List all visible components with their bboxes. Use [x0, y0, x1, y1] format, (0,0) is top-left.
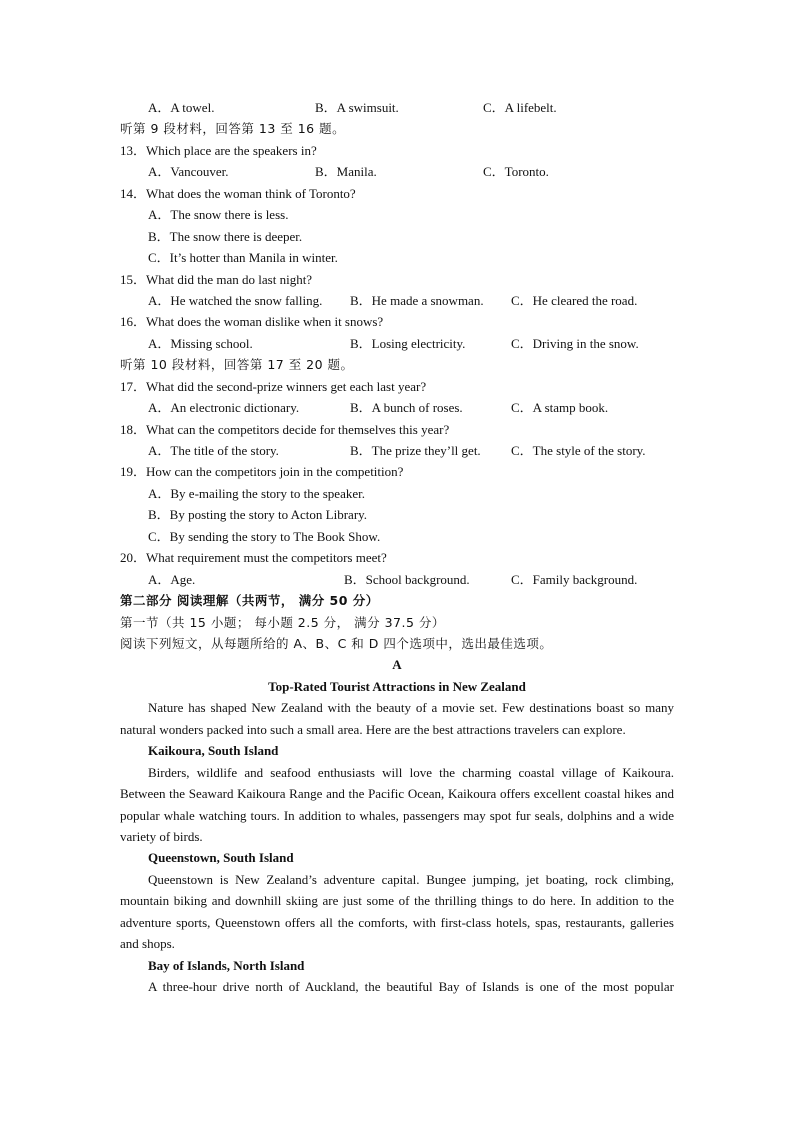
section-text-queenstown: Queenstown is New Zealand’s adventure capital. Bungee jumping, jet boating, rock climbing, mountain biking and downhill skiing are just some of the thrilling things to do here. In addition to the adventure sports, Queenstown offers all the comforts, with first-class hotels, spas, restaurants, galleries and shops.: [120, 871, 674, 952]
q14-option-a: A．The snow there is less.: [148, 207, 289, 223]
q18-options: [120, 440, 674, 461]
section-heading-kaikoura: Kaikoura, South Island: [148, 743, 279, 759]
q17-option-a: A．An electronic dictionary.: [148, 400, 300, 416]
section-text-kaikoura: Birders, wildlife and seafood enthusiasts will love the charming coastal village of Kaikoura. Between the Seaward Kaikoura Range and the Pacific Ocean, Kaikoura offers excellent coastal hikes and popular whale watching tours. In addition to whales, passengers may spot fur seals, dolphins and a wide variety of birds.: [120, 764, 674, 844]
q12-option-b: B．A swimsuit.: [315, 100, 399, 115]
exam-page: [120, 97, 674, 998]
q20-option-b: B．School background.: [344, 571, 470, 587]
q19-option-b: B．By posting the story to Acton Library.: [148, 507, 368, 523]
section-text-bay-of-islands: A three-hour drive north of Auckland, the beautiful Bay of Islands is one of the most popular: [148, 979, 674, 995]
q15-option-c: C．He cleared the road.: [511, 292, 638, 308]
reading-instruction: 阅读下列短文，从每题所给的 A、B、C 和 D 四个选项中，选出最佳选项。: [120, 635, 553, 651]
section-9-instruction: 听第 9 段材料，回答第 13 至 16 题。: [120, 121, 346, 137]
q19-option-c: C．By sending the story to The Book Show.: [148, 528, 381, 544]
q15-option-b: B．He made a snowman.: [350, 292, 484, 308]
part-2-heading: 第二部分 阅读理解（共两节， 满分 50 分）: [120, 593, 379, 609]
q14-option-b: B．The snow there is deeper.: [148, 228, 303, 244]
q12-option-a: A．A towel.: [148, 100, 215, 115]
q12-option-c: C．A lifebelt.: [483, 100, 557, 115]
q16-option-a: A．Missing school.: [148, 335, 253, 351]
q20-options: [120, 569, 674, 590]
q13-option-a: A．Vancouver.: [148, 164, 229, 180]
q13-option-c: C．Toronto.: [483, 164, 549, 180]
section-heading-queenstown: Queenstown, South Island: [148, 850, 294, 866]
q17-options: [120, 397, 674, 418]
q16-stem: 16．What does the woman dislike when it snows?: [120, 314, 384, 330]
q13-stem: 13．Which place are the speakers in?: [120, 142, 317, 158]
q18-option-a: A．The title of the story.: [148, 443, 279, 458]
q16-option-c: C．Driving in the snow.: [511, 335, 639, 351]
q20-option-c: C．Family background.: [511, 571, 638, 587]
q20-option-a: A．Age.: [148, 571, 196, 587]
section-heading-bay-of-islands: Bay of Islands, North Island: [148, 957, 305, 973]
q13-options: [120, 161, 674, 182]
q17-stem: 17．What did the second-prize winners get each last year?: [120, 378, 427, 394]
q15-options: [120, 290, 674, 311]
section-1-heading: 第一节（共 15 小题； 每小题 2.5 分， 满分 37.5 分）: [120, 614, 445, 630]
q17-option-b: B．A bunch of roses.: [350, 400, 463, 416]
q16-options: [120, 333, 674, 354]
q18-stem: 18．What can the competitors decide for themselves this year?: [120, 421, 450, 437]
passage-letter: A: [392, 657, 402, 673]
q12-options: [120, 97, 674, 118]
q17-option-c: C．A stamp book.: [511, 400, 609, 416]
q15-option-a: A．He watched the snow falling.: [148, 292, 323, 308]
q15-stem: 15．What did the man do last night?: [120, 271, 313, 287]
q13-option-b: B．Manila.: [315, 164, 377, 180]
section-10-instruction: 听第 10 段材料，回答第 17 至 20 题。: [120, 357, 354, 373]
q18-option-c: C．The style of the story.: [511, 443, 646, 458]
q16-option-b: B．Losing electricity.: [350, 335, 466, 351]
q18-option-b: B．The prize they’ll get.: [350, 443, 481, 458]
passage-intro: Nature has shaped New Zealand with the beauty of a movie set. Few destinations boast so many natural wonders packed into such a small area. Here are the best attractions travelers can explore.: [120, 700, 674, 737]
q19-option-a: A．By e-mailing the story to the speaker.: [148, 485, 365, 501]
q20-stem: 20．What requirement must the competitors meet?: [120, 550, 387, 566]
passage-title: Top-Rated Tourist Attractions in New Zealand: [268, 678, 526, 694]
q19-stem: 19．How can the competitors join in the competition?: [120, 464, 404, 480]
q14-option-c: C．It’s hotter than Manila in winter.: [148, 250, 338, 266]
q14-stem: 14．What does the woman think of Toronto?: [120, 185, 356, 201]
